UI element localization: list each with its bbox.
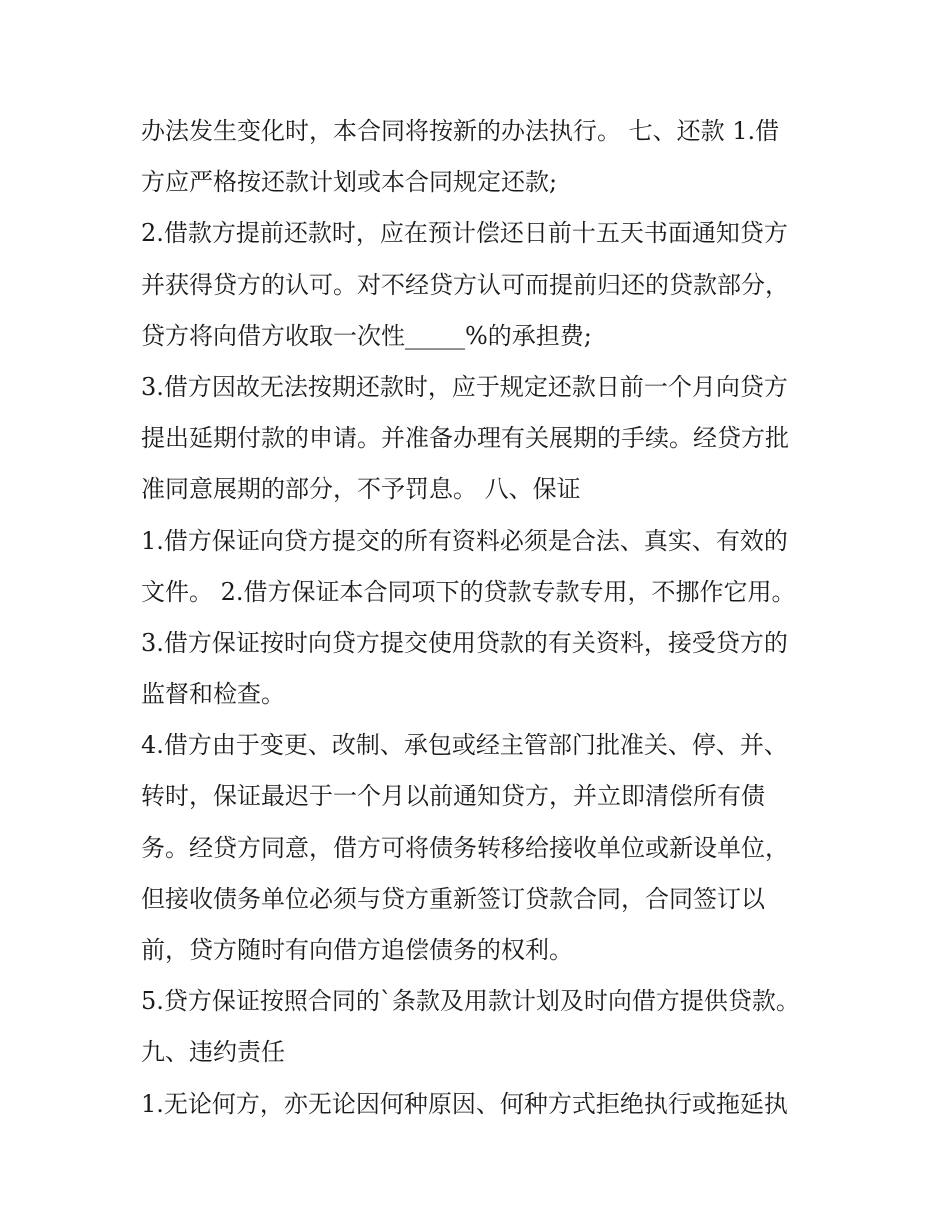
text-line: 前，贷方随时有向借方追偿债务的权利。 bbox=[141, 936, 573, 964]
text-line: 4.借方由于变更、改制、承包或经主管部门批准关、停、并、 bbox=[141, 731, 788, 760]
text-line: 3.借方保证按时向贷方提交使用贷款的有关资料，接受贷方的 bbox=[141, 628, 788, 657]
text-line: 务。经贷方同意，借方可将债务转移给接收单位或新设单位， bbox=[141, 833, 789, 862]
text-line: 准同意展期的部分，不予罚息。 八、保证 bbox=[141, 475, 581, 504]
contract-text bbox=[141, 106, 821, 1130]
text-line: 监督和检查。 bbox=[141, 680, 285, 709]
text-line: 2.借款方提前还款时，应在预计偿还日前十五天书面通知贷方 bbox=[141, 219, 788, 248]
text-line: 5.贷方保证按照合同的`条款及用款计划及时向借方提供贷款。 bbox=[141, 987, 800, 1016]
text-line: 但接收债务单位必须与贷方重新签订贷款合同，合同签订以 bbox=[141, 884, 765, 913]
text-line: 九、违约责任 bbox=[141, 1038, 285, 1067]
text-line: 并获得贷方的认可。对不经贷方认可而提前归还的贷款部分， bbox=[141, 270, 789, 299]
text-line: 文件。 2.借方保证本合同项下的贷款专款专用，不挪作它用。 bbox=[141, 577, 796, 606]
text-line: 办法发生变化时，本合同将按新的办法执行。 七、还款 1.借 bbox=[141, 117, 780, 145]
text-line: 提出延期付款的申请。并准备办理有关展期的手续。经贷方批 bbox=[141, 424, 789, 453]
text-line: 1.借方保证向贷方提交的所有资料必须是合法、真实、有效的 bbox=[141, 526, 788, 555]
text-line: 方应严格按还款计划或本合同规定还款; bbox=[141, 168, 558, 197]
text-line: 贷方将向借方收取一次性_____%的承担费; bbox=[141, 321, 592, 350]
text-line: 3.借方因故无法按期还款时，应于规定还款日前一个月向贷方 bbox=[141, 372, 788, 401]
text-line: 1.无论何方，亦无论因何种原因、何种方式拒绝执行或拖延执 bbox=[141, 1089, 788, 1118]
text-line: 转时，保证最迟于一个月以前通知贷方，并立即清偿所有债 bbox=[141, 782, 765, 811]
